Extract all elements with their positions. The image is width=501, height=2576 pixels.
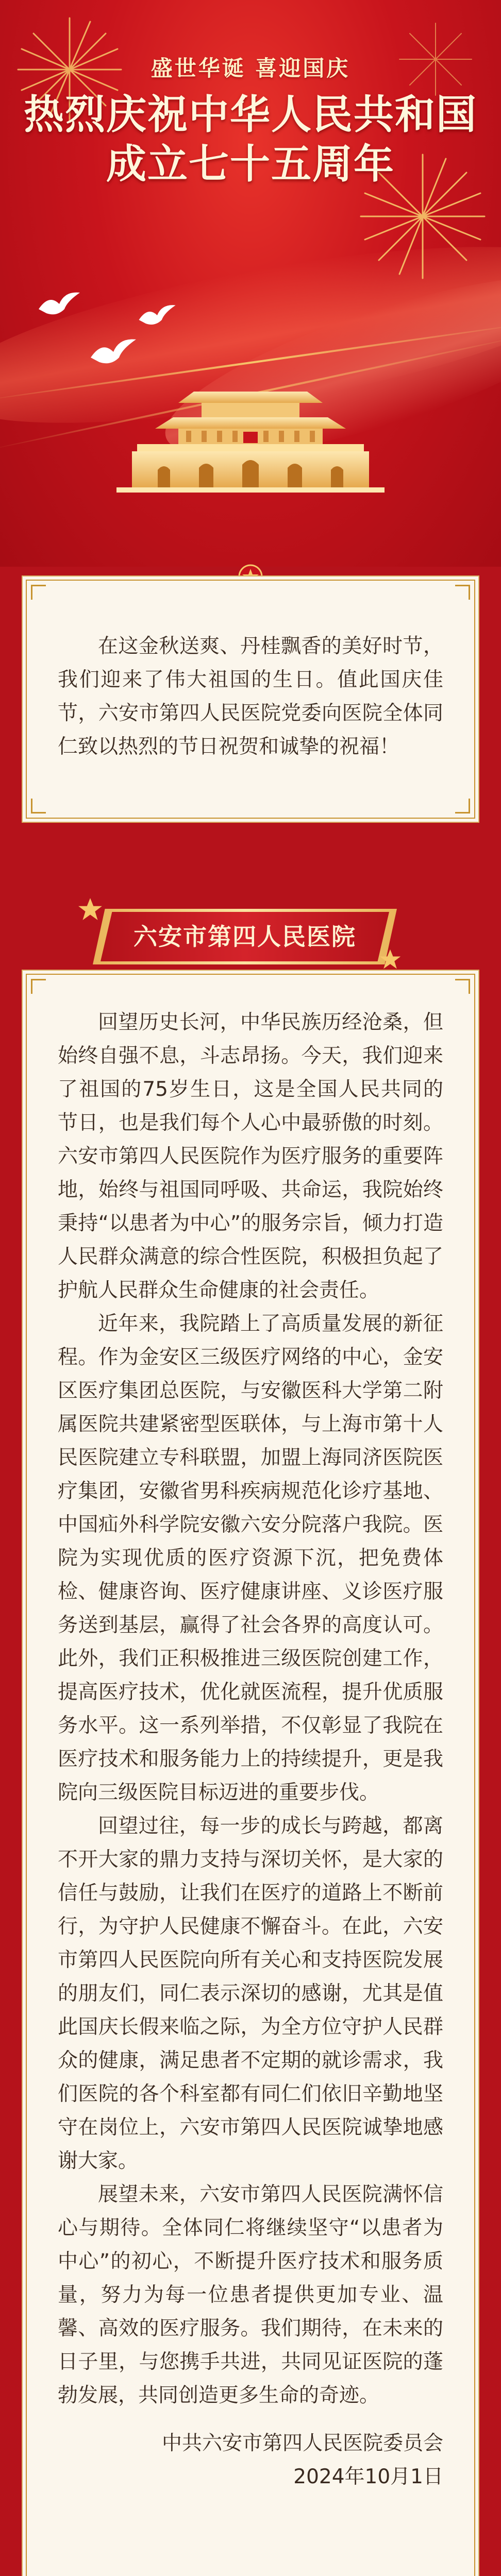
card-corner-ornament — [455, 799, 470, 814]
card-corner-ornament — [31, 585, 46, 600]
letter-card — [26, 974, 475, 2576]
letter-paragraph: 回望历史长河，中华民族历经沧桑，但始终自强不息，斗志昂扬。今天，我们迎来了祖国的75岁生日，这是全国人民共同的节日，也是我们每个人心中最骄傲的时刻。六安市第四人民医院作为医疗服务的重要阵地，始终与祖国同呼吸、共命运，我院始终秉持“以患者为中心”的服务宗旨，倾力打造人民群众满意的综合性医院，积极担负起了护航人民群众生命健康的社会责任。 — [58, 1011, 443, 1302]
star-icon — [77, 896, 103, 922]
card-corner-ornament — [31, 979, 46, 994]
hero-banner — [0, 0, 501, 567]
hero-title-line: 成立七十五周年 — [106, 141, 395, 188]
hero-subtitle: 盛世华诞 喜迎国庆 — [151, 56, 350, 81]
greeting-card — [26, 580, 475, 819]
letter-body — [58, 1006, 443, 2494]
hero-title — [0, 90, 501, 189]
card-corner-ornament — [455, 585, 470, 600]
dove-icon — [137, 301, 178, 329]
letter-paragraph: 近年来，我院踏上了高质量发展的新征程。作为金安区三级医疗网络的中心，金安区医疗集团总医院，与安徽医科大学第二附属医院共建紧密型医联体，与上海市第十人民医院建立专科联盟，加盟上海同济医院医疗集团，安徽省男科疾病规范化诊疗基地、中国疝外科学院安徽六安分院落户我院。医院为实现优质的医疗资源下沉，把免费体检、健康咨询、医疗健康讲座、义诊医疗服务送到基层，赢得了社会各界的高度认可。此外，我们正积极推进三级医院创建工作，提高医疗技术，优化就医流程，提升优质服务水平。这一系列举措，不仅彰显了我院在医疗技术和服务能力上的持续提升，更是我院向三级医院目标迈进的重要步伐。 — [58, 1312, 443, 1804]
greeting-text: 在这金秋送爽、丹桂飘香的美好时节，我们迎来了伟大祖国的生日。值此国庆佳节，六安市第四人民医院党委向医院全体同仁致以热烈的节日祝贺和诚挚的祝福！ — [58, 635, 443, 758]
letter-paragraph: 回望过往，每一步的成长与跨越，都离不开大家的鼎力支持与深切关怀，是大家的信任与鼓励，让我们在医疗的道路上不断前行，为守护人民健康不懈奋斗。在此，六安市第四人民医院向所有关心和支持医院发展的朋友们，同仁表示深切的感谢，尤其是值此国庆长假来临之际，为全方位守护人民群众的健康，满足患者不定期的就诊需求，我们医院的各个科室都有同仁们依旧辛勤地坚守在岗位上，六安市第四人民医院诚挚地感谢大家。 — [58, 1815, 443, 2173]
hospital-name: 六安市第四人民医院 — [133, 923, 356, 951]
star-icon — [379, 948, 402, 971]
card-corner-ornament — [31, 799, 46, 814]
card-corner-ornament — [455, 979, 470, 994]
hero-title-line: 热烈庆祝中华人民共和国 — [23, 92, 477, 138]
signature-date: 2024年10月1日 — [293, 2465, 443, 2488]
letter-paragraph: 展望未来，六安市第四人民医院满怀信心与期待。全体同仁将继续坚守“以患者为中心”的初心，不断提升医疗技术和服务质量，努力为每一位患者提供更加专业、温馨、高效的医疗服务。我们期待，在未来的日子里，与您携手共进，共同见证医院的蓬勃发展，共同创造更多生命的奇迹。 — [58, 2183, 443, 2407]
dove-icon — [88, 335, 139, 369]
signature-org: 中共六安市第四人民医院委员会 — [161, 2432, 443, 2455]
tiananmen-gate-icon — [116, 371, 385, 495]
dove-icon — [36, 289, 82, 319]
